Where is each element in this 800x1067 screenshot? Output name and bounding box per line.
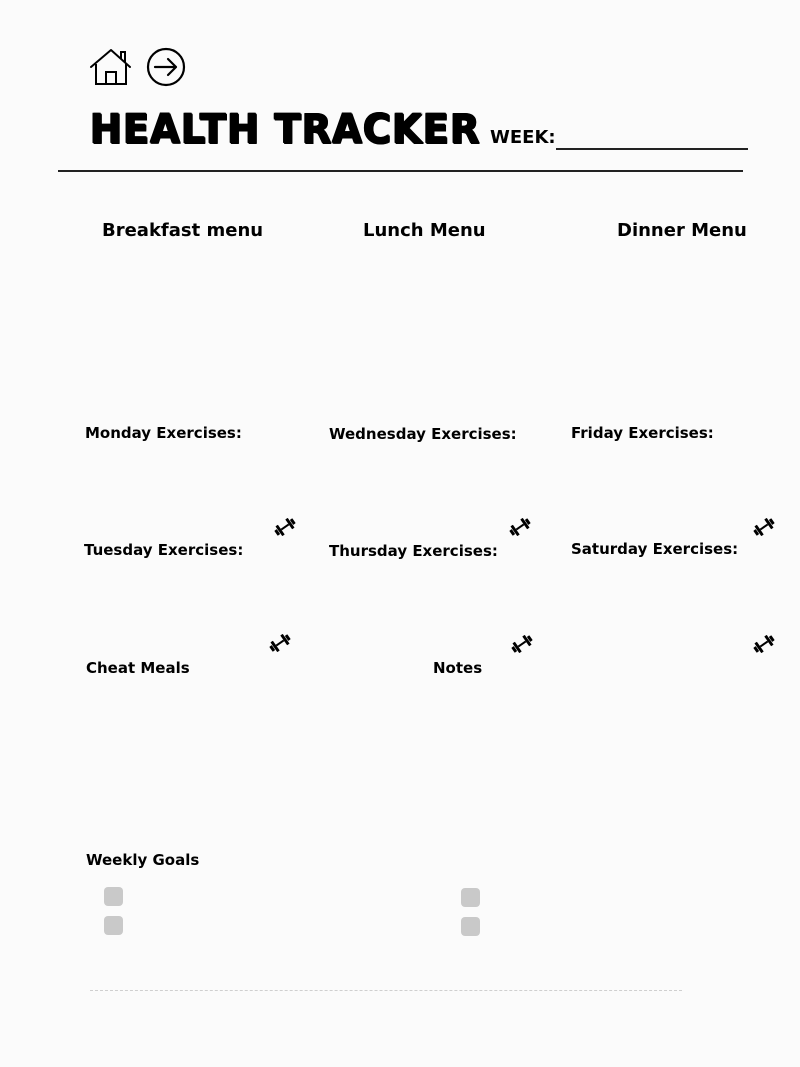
next-page-button[interactable]: [146, 47, 186, 87]
goal-checkbox[interactable]: [104, 916, 123, 935]
home-icon: [88, 47, 134, 87]
dumbbell-icon: [273, 515, 297, 539]
monday-exercises-label: Monday Exercises:: [85, 424, 242, 442]
footer-divider: [90, 990, 682, 991]
week-input[interactable]: [556, 128, 748, 150]
breakfast-menu-heading: Breakfast menu: [102, 220, 264, 241]
friday-exercises-label: Friday Exercises:: [571, 424, 714, 442]
arrow-right-circle-icon: [146, 47, 186, 87]
dumbbell-icon: [752, 515, 776, 539]
goal-checkbox[interactable]: [461, 888, 480, 907]
lunch-menu-heading: Lunch Menu: [363, 220, 486, 241]
wednesday-exercises-label: Wednesday Exercises:: [329, 425, 517, 443]
dumbbell-icon: [510, 632, 534, 656]
home-button[interactable]: [88, 47, 134, 87]
dinner-menu-heading: Dinner Menu: [617, 220, 747, 241]
header-divider: [58, 170, 743, 172]
goal-checkbox[interactable]: [461, 917, 480, 936]
goal-checkbox[interactable]: [104, 887, 123, 906]
thursday-exercises-label: Thursday Exercises:: [329, 542, 498, 560]
dumbbell-icon: [752, 632, 776, 656]
weekly-goals-label: Weekly Goals: [86, 851, 200, 869]
notes-label: Notes: [433, 659, 483, 677]
saturday-exercises-label: Saturday Exercises:: [571, 540, 739, 558]
dumbbell-icon: [508, 515, 532, 539]
tuesday-exercises-label: Tuesday Exercises:: [84, 541, 244, 559]
cheat-meals-label: Cheat Meals: [86, 659, 190, 677]
page-title: HEALTH TRACKER: [90, 107, 481, 153]
week-label: WEEK:: [490, 127, 556, 148]
dumbbell-icon: [268, 631, 292, 655]
